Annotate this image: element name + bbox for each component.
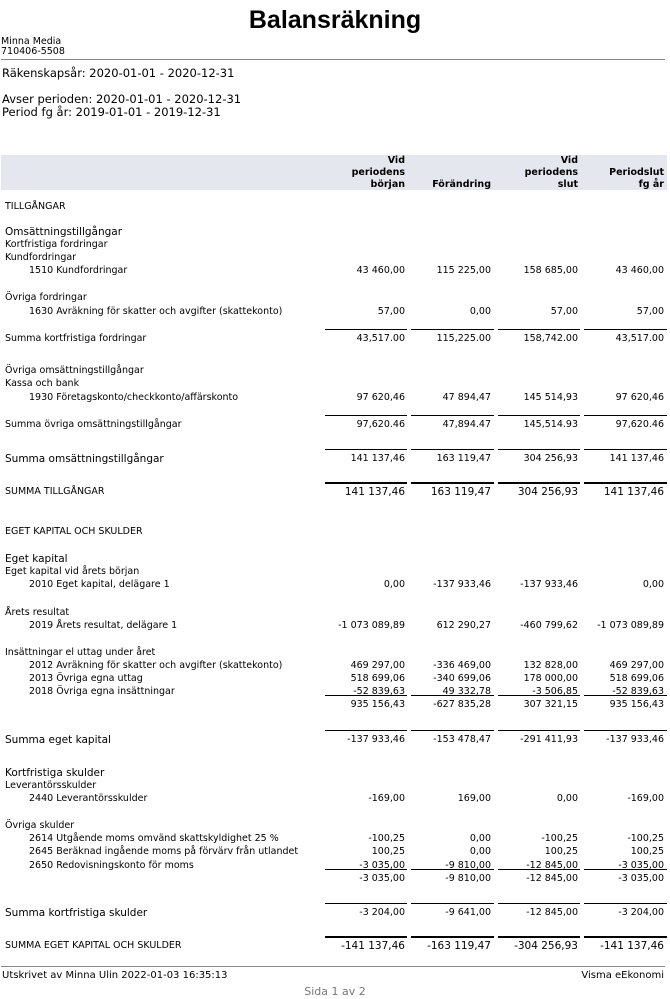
row-value: -12 845,00 bbox=[526, 860, 578, 871]
sum-rule bbox=[584, 903, 667, 904]
company-org-nr: 710406-5508 bbox=[1, 46, 65, 57]
row-label: 1930 Företagskonto/checkkonto/affärskonto bbox=[29, 392, 239, 403]
row-value: 304 256,93 bbox=[517, 486, 578, 498]
sum-rule bbox=[411, 482, 494, 484]
row-value: -163 119,47 bbox=[427, 940, 491, 952]
row-value: 145 514,93 bbox=[523, 392, 578, 403]
row-label: Summa övriga omsättningstillgångar bbox=[5, 419, 182, 430]
row-value: 47 894,47 bbox=[442, 392, 491, 403]
row-value: -627 835,28 bbox=[433, 699, 491, 710]
row-value: -9 641,00 bbox=[445, 907, 491, 918]
row-label: 2440 Leverantörsskulder bbox=[29, 793, 148, 804]
sum-rule bbox=[498, 329, 580, 330]
sum-rule bbox=[325, 482, 407, 484]
row-label: Summa kortfristiga fordringar bbox=[5, 333, 147, 344]
row-value: 518 699,06 bbox=[609, 673, 664, 684]
row-value: -3 035,00 bbox=[618, 860, 664, 871]
section-heading bbox=[1, 239, 667, 252]
row-label: Kundfordringar bbox=[5, 252, 77, 263]
row-value: 0,00 bbox=[556, 793, 578, 804]
footer-vendor: Visma eEkonomi bbox=[581, 970, 664, 981]
row-value: 518 699,06 bbox=[350, 673, 405, 684]
row-value: 141 137,46 bbox=[350, 453, 405, 464]
section-heading bbox=[1, 526, 667, 539]
table-row bbox=[1, 579, 667, 592]
row-label: Summa kortfristiga skulder bbox=[5, 907, 148, 919]
table-row bbox=[1, 846, 667, 859]
row-label: SUMMA TILLGÅNGAR bbox=[5, 486, 105, 497]
sum-rule bbox=[498, 936, 580, 938]
sum-rule bbox=[498, 695, 580, 696]
table-row bbox=[1, 673, 667, 686]
row-value: -141 137,46 bbox=[600, 940, 664, 952]
row-value: 469 297,00 bbox=[609, 660, 664, 671]
row-value: -3 204,00 bbox=[359, 907, 405, 918]
fiscal-year: Räkenskapsår: 2020-01-01 - 2020-12-31 bbox=[2, 66, 235, 80]
table-row bbox=[1, 486, 667, 499]
row-label: Summa omsättningstillgångar bbox=[5, 453, 164, 465]
row-value: 43 460,00 bbox=[615, 265, 664, 276]
row-value: 49 332,78 bbox=[442, 686, 491, 697]
row-label: 1630 Avräkning för skatter och avgifter (skattekonto) bbox=[29, 306, 283, 317]
row-value: -169,00 bbox=[627, 793, 664, 804]
row-label: SUMMA EGET KAPITAL OCH SKULDER bbox=[5, 940, 182, 951]
row-label: Övriga omsättningstillgångar bbox=[5, 365, 144, 376]
row-value: 57,00 bbox=[550, 306, 578, 317]
sum-rule bbox=[584, 449, 667, 450]
row-label: 2645 Beräknad ingående moms på förvärv från utlandet bbox=[29, 846, 299, 857]
row-value: 0,00 bbox=[469, 833, 491, 844]
sum-rule bbox=[584, 329, 667, 330]
row-value: 469 297,00 bbox=[350, 660, 405, 671]
sum-rule bbox=[498, 903, 580, 904]
row-label: Årets resultat bbox=[5, 607, 70, 618]
section-heading bbox=[1, 378, 667, 391]
company-name: Minna Media bbox=[1, 36, 62, 47]
row-value: -141 137,46 bbox=[341, 940, 405, 952]
sum-rule bbox=[325, 449, 407, 450]
row-label: 2010 Eget kapital, delägare 1 bbox=[29, 579, 170, 590]
sum-rule bbox=[325, 730, 407, 731]
section-heading bbox=[1, 226, 667, 239]
row-value: 158,742.00 bbox=[523, 333, 578, 344]
row-value: 0,00 bbox=[469, 306, 491, 317]
row-value: 158 685,00 bbox=[523, 265, 578, 276]
sum-rule bbox=[584, 869, 667, 870]
row-value: 141 137,46 bbox=[344, 486, 405, 498]
row-value: 100,25 bbox=[371, 846, 405, 857]
column-header-end: Vid periodens slut bbox=[524, 155, 578, 190]
sum-rule bbox=[325, 415, 407, 416]
table-row bbox=[1, 793, 667, 806]
sum-rule bbox=[498, 730, 580, 731]
row-label: EGET KAPITAL OCH SKULDER bbox=[5, 526, 143, 537]
row-value: -3 506,85 bbox=[532, 686, 578, 697]
row-label: 2013 Övriga egna uttag bbox=[29, 673, 143, 684]
row-label: Leverantörsskulder bbox=[5, 780, 97, 791]
row-value: -3 035,00 bbox=[618, 873, 664, 884]
row-value: -137 933,46 bbox=[433, 579, 491, 590]
row-value: 163 119,47 bbox=[430, 486, 491, 498]
column-header-prev-year: Periodslut fg år bbox=[609, 167, 664, 190]
sum-rule bbox=[411, 936, 494, 938]
table-row bbox=[1, 734, 667, 747]
row-label: Eget kapital vid årets början bbox=[5, 566, 140, 577]
sum-rule bbox=[411, 869, 494, 870]
page-title: Balansräkning bbox=[248, 6, 422, 34]
row-value: 47,894.47 bbox=[442, 419, 491, 430]
row-label: Kortfristiga fordringar bbox=[5, 239, 108, 250]
footer-printed-by: Utskrivet av Minna Ulin 2022-01-03 16:35:13 bbox=[2, 970, 228, 981]
row-value: 141 137,46 bbox=[609, 453, 664, 464]
row-value: 141 137,46 bbox=[603, 486, 664, 498]
table-row bbox=[1, 620, 667, 633]
row-value: -3 204,00 bbox=[618, 907, 664, 918]
row-label: 2650 Redovisningskonto för moms bbox=[29, 860, 194, 871]
row-label: Eget kapital bbox=[5, 553, 68, 565]
table-row bbox=[1, 392, 667, 405]
row-value: 97,620.46 bbox=[356, 419, 405, 430]
section-heading bbox=[1, 820, 667, 833]
table-row bbox=[1, 265, 667, 278]
row-label: Övriga skulder bbox=[5, 820, 75, 831]
sum-rule bbox=[411, 329, 494, 330]
row-value: 0,00 bbox=[383, 579, 405, 590]
footer-divider bbox=[1, 966, 665, 967]
row-value: -52 839,63 bbox=[353, 686, 405, 697]
row-value: 100,25 bbox=[630, 846, 664, 857]
row-value: -1 073 089,89 bbox=[597, 620, 664, 631]
section-heading bbox=[1, 292, 667, 305]
section-heading bbox=[1, 780, 667, 793]
row-label: Insättningar el uttag under året bbox=[5, 647, 156, 658]
sum-rule bbox=[325, 329, 407, 330]
section-heading bbox=[1, 566, 667, 579]
row-label: 1510 Kundfordringar bbox=[29, 265, 128, 276]
row-value: -340 699,06 bbox=[433, 673, 491, 684]
row-label: Kortfristiga skulder bbox=[5, 767, 105, 779]
row-value: -52 839,63 bbox=[612, 686, 664, 697]
row-value: 169,00 bbox=[457, 793, 491, 804]
table-row bbox=[1, 873, 667, 886]
row-value: 115 225,00 bbox=[436, 265, 491, 276]
section-heading bbox=[1, 647, 667, 660]
sum-rule bbox=[411, 730, 494, 731]
sum-rule bbox=[498, 482, 580, 484]
sum-rule bbox=[411, 695, 494, 696]
row-label: TILLGÅNGAR bbox=[5, 201, 66, 212]
previous-period: Period fg år: 2019-01-01 - 2019-12-31 bbox=[2, 105, 221, 119]
row-value: 178 000,00 bbox=[523, 673, 578, 684]
row-value: 97 620,46 bbox=[615, 392, 664, 403]
sum-rule bbox=[584, 730, 667, 731]
column-header-change: Förändring bbox=[432, 179, 491, 190]
sum-rule bbox=[411, 415, 494, 416]
table-row bbox=[1, 333, 667, 346]
page-number: Sida 1 av 2 bbox=[304, 985, 366, 998]
section-heading bbox=[1, 252, 667, 265]
row-value: -100,25 bbox=[627, 833, 664, 844]
sum-rule bbox=[498, 449, 580, 450]
table-row bbox=[1, 686, 667, 699]
row-label: Kassa och bank bbox=[5, 378, 80, 389]
row-value: 935 156,43 bbox=[350, 699, 405, 710]
row-value: 304 256,93 bbox=[523, 453, 578, 464]
row-value: -1 073 089,89 bbox=[338, 620, 405, 631]
row-value: -3 035,00 bbox=[359, 860, 405, 871]
report-period: Avser perioden: 2020-01-01 - 2020-12-31 bbox=[2, 92, 242, 106]
row-label: 2012 Avräkning för skatter och avgifter (skattekonto) bbox=[29, 660, 283, 671]
sum-rule bbox=[411, 449, 494, 450]
table-row bbox=[1, 860, 667, 873]
row-value: -100,25 bbox=[368, 833, 405, 844]
table-row bbox=[1, 419, 667, 432]
row-value: -304 256,93 bbox=[514, 940, 578, 952]
table-row bbox=[1, 907, 667, 920]
row-value: 612 290,27 bbox=[436, 620, 491, 631]
sum-rule bbox=[584, 415, 667, 416]
section-heading bbox=[1, 553, 667, 566]
section-heading bbox=[1, 201, 667, 214]
company-info bbox=[1, 37, 65, 57]
row-value: -137 933,46 bbox=[347, 734, 405, 745]
row-value: 0,00 bbox=[469, 846, 491, 857]
header-divider bbox=[1, 59, 665, 60]
sum-rule bbox=[411, 903, 494, 904]
section-heading bbox=[1, 607, 667, 620]
row-value: 43,517.00 bbox=[356, 333, 405, 344]
row-value: -291 411,93 bbox=[520, 734, 578, 745]
row-value: 115,225.00 bbox=[436, 333, 491, 344]
table-row bbox=[1, 453, 667, 466]
row-value: 307 321,15 bbox=[523, 699, 578, 710]
table-row bbox=[1, 940, 667, 953]
section-heading bbox=[1, 365, 667, 378]
sum-rule bbox=[325, 695, 407, 696]
row-value: 97,620.46 bbox=[615, 419, 664, 430]
row-label: 2019 Årets resultat, delägare 1 bbox=[29, 620, 178, 631]
row-value: -12 845,00 bbox=[526, 907, 578, 918]
row-value: -336 469,00 bbox=[433, 660, 491, 671]
row-label: Summa eget kapital bbox=[5, 734, 111, 746]
row-value: 145,514.93 bbox=[523, 419, 578, 430]
row-value: 43 460,00 bbox=[356, 265, 405, 276]
row-value: -9 810,00 bbox=[445, 860, 491, 871]
row-value: -100,25 bbox=[541, 833, 578, 844]
row-label: 2018 Övriga egna insättningar bbox=[29, 686, 175, 697]
row-value: 100,25 bbox=[544, 846, 578, 857]
row-value: -9 810,00 bbox=[445, 873, 491, 884]
row-value: -137 933,46 bbox=[606, 734, 664, 745]
table-row bbox=[1, 699, 667, 712]
row-value: -12 845,00 bbox=[526, 873, 578, 884]
table-row bbox=[1, 833, 667, 846]
row-value: 43,517.00 bbox=[615, 333, 664, 344]
sum-rule bbox=[584, 936, 667, 938]
row-value: 0,00 bbox=[642, 579, 664, 590]
sum-rule bbox=[498, 869, 580, 870]
row-value: 132 828,00 bbox=[523, 660, 578, 671]
row-label: Omsättningstillgångar bbox=[5, 226, 123, 238]
row-value: 57,00 bbox=[377, 306, 405, 317]
row-label: 2614 Utgående moms omvänd skattskyldighet 25 % bbox=[29, 833, 279, 844]
row-value: -153 478,47 bbox=[433, 734, 491, 745]
table-header bbox=[1, 155, 667, 190]
column-header-start: Vid periodens början bbox=[351, 155, 405, 190]
sum-rule bbox=[325, 936, 407, 938]
sum-rule bbox=[584, 695, 667, 696]
row-value: -460 799,62 bbox=[520, 620, 578, 631]
sum-rule bbox=[325, 869, 407, 870]
sum-rule bbox=[498, 415, 580, 416]
row-value: 57,00 bbox=[636, 306, 664, 317]
row-value: 163 119,47 bbox=[436, 453, 491, 464]
table-row bbox=[1, 306, 667, 319]
row-value: -169,00 bbox=[368, 793, 405, 804]
sum-rule bbox=[325, 903, 407, 904]
section-heading bbox=[1, 767, 667, 780]
row-value: 97 620,46 bbox=[356, 392, 405, 403]
sum-rule bbox=[584, 482, 667, 484]
row-label: Övriga fordringar bbox=[5, 292, 87, 303]
row-value: -137 933,46 bbox=[520, 579, 578, 590]
row-value: -3 035,00 bbox=[359, 873, 405, 884]
row-value: 935 156,43 bbox=[609, 699, 664, 710]
table-row bbox=[1, 660, 667, 673]
